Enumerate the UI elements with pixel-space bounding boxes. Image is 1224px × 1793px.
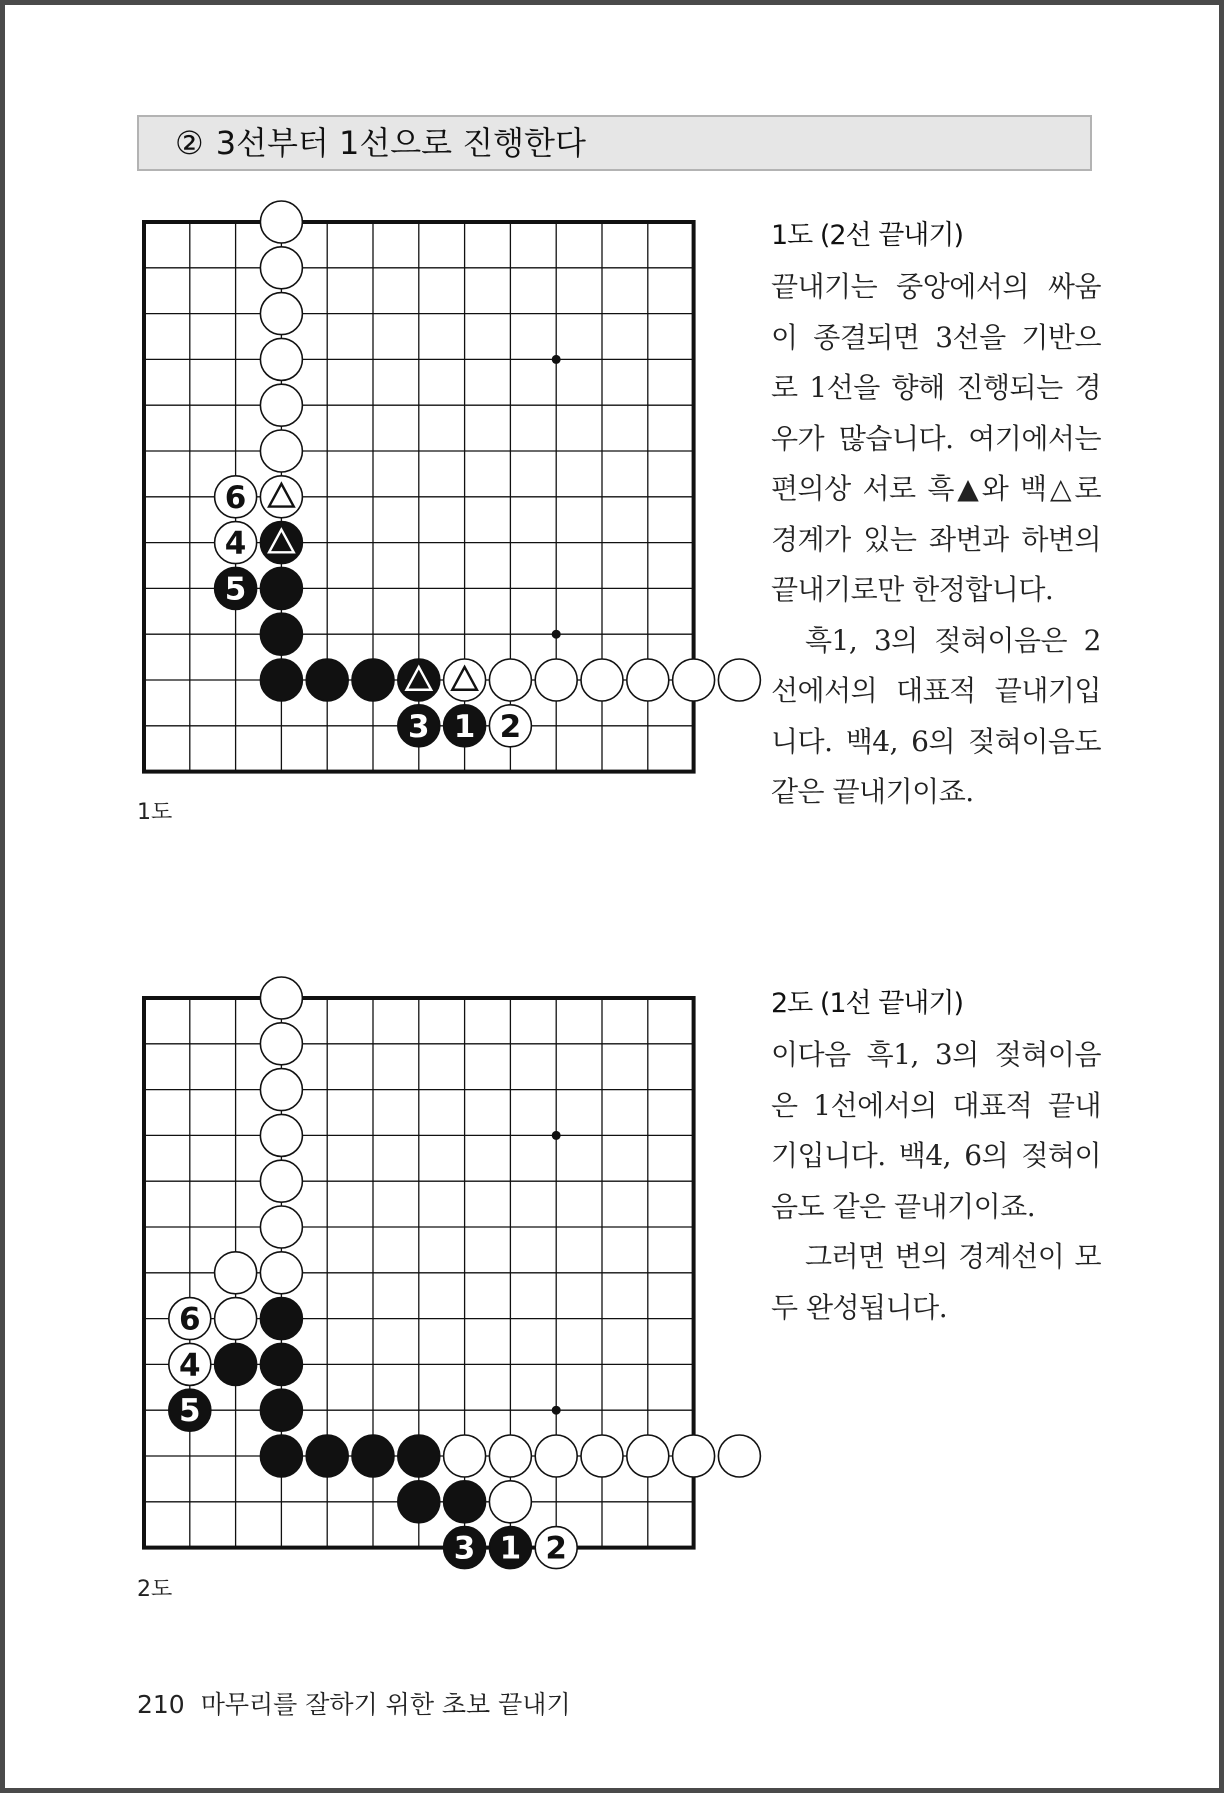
move-number: 5 xyxy=(224,571,247,608)
section-number: ② xyxy=(175,124,204,162)
white-stone xyxy=(718,659,760,701)
section-1-p1-end: 로 경계가 있는 좌변과 하변의 끝내기로만 한정합니다. xyxy=(771,472,1101,606)
white-stone xyxy=(215,1252,257,1294)
black-stone xyxy=(215,1343,257,1385)
section-2-title: 2도 (1선 끝내기) xyxy=(771,988,963,1019)
white-stone xyxy=(489,1435,531,1477)
move-number: 4 xyxy=(224,525,247,562)
white-stone xyxy=(260,384,302,426)
black-stone xyxy=(398,1481,440,1523)
black-stone xyxy=(306,659,348,701)
white-stone xyxy=(444,1435,486,1477)
white-stone xyxy=(215,476,257,518)
white-stone xyxy=(260,1023,302,1065)
move-number: 1 xyxy=(453,708,476,745)
move-number: 3 xyxy=(408,708,430,745)
book-title: 마무리를 잘하기 위한 초보 끝내기 xyxy=(200,1690,571,1719)
white-stone xyxy=(260,1206,302,1248)
book-page xyxy=(5,5,1219,1788)
black-stone xyxy=(260,522,302,564)
go-diagram-2 xyxy=(137,981,697,1567)
black-stone xyxy=(444,705,486,747)
diagram-caption-2: 2도 xyxy=(137,1577,173,1602)
move-number: 6 xyxy=(224,479,247,516)
white-stone xyxy=(489,1481,531,1523)
diagram-caption-1: 1도 xyxy=(137,800,173,825)
page-footer xyxy=(137,1685,571,1721)
section-2-paragraph-2: 그러면 변의 경계선이 모두 완성됩니다. xyxy=(771,1240,1101,1324)
white-stone xyxy=(581,1435,623,1477)
section-1-p1-mid: 와 백 xyxy=(981,472,1047,505)
black-stone xyxy=(306,1435,348,1477)
white-stone xyxy=(260,977,302,1019)
white-stone xyxy=(673,659,715,701)
white-stone xyxy=(169,1298,211,1340)
white-stone xyxy=(260,338,302,380)
white-stone xyxy=(260,1069,302,1111)
white-stone xyxy=(535,659,577,701)
white-stone xyxy=(718,1435,760,1477)
black-stone xyxy=(260,1389,302,1431)
white-triangle-stone-icon: △ xyxy=(1046,472,1075,505)
white-stone xyxy=(169,1343,211,1385)
go-board-2 xyxy=(137,981,697,1567)
black-stone xyxy=(398,659,440,701)
move-number: 1 xyxy=(499,1530,522,1567)
black-stone xyxy=(489,1527,531,1569)
white-stone xyxy=(535,1527,577,1569)
white-stone xyxy=(260,1252,302,1294)
white-stone xyxy=(489,705,531,747)
black-stone xyxy=(260,1343,302,1385)
page-number: 210 xyxy=(137,1690,185,1719)
black-stone xyxy=(398,705,440,747)
black-stone xyxy=(444,1527,486,1569)
section-1-p1-text: 끝내기는 중앙에서의 싸움이 종결되면 3선을 기반으로 1선을 향해 진행되는 경우가 많습니다. 여기에서는 편의상 서로 흑 xyxy=(771,270,1101,505)
white-stone xyxy=(627,659,669,701)
white-stone xyxy=(260,247,302,289)
move-number: 5 xyxy=(179,1393,201,1430)
star-point xyxy=(552,1131,561,1140)
black-stone xyxy=(352,1435,394,1477)
white-stone xyxy=(673,1435,715,1477)
move-number: 3 xyxy=(453,1530,476,1567)
black-stone xyxy=(444,1481,486,1523)
black-stone xyxy=(352,659,394,701)
black-stone xyxy=(398,1435,440,1477)
move-number: 4 xyxy=(179,1347,201,1384)
white-stone xyxy=(260,1114,302,1156)
go-board-1 xyxy=(137,205,697,785)
section-2-text xyxy=(771,981,1101,1333)
black-stone xyxy=(260,567,302,609)
black-stone xyxy=(260,659,302,701)
move-number: 6 xyxy=(179,1301,201,1338)
section-header xyxy=(137,115,1092,171)
black-stone xyxy=(260,1435,302,1477)
black-triangle-stone-icon: ▲ xyxy=(953,472,982,505)
black-stone xyxy=(260,613,302,655)
move-number: 2 xyxy=(545,1530,567,1567)
white-stone xyxy=(215,1298,257,1340)
move-number: 2 xyxy=(499,708,522,745)
white-stone xyxy=(260,293,302,335)
section-1-paragraph-1 xyxy=(771,262,1101,616)
white-stone xyxy=(260,430,302,472)
white-stone xyxy=(627,1435,669,1477)
white-stone xyxy=(581,659,623,701)
section-1-title: 1도 (2선 끝내기) xyxy=(771,220,963,251)
go-diagram-1 xyxy=(137,205,697,785)
section-title: 3선부터 1선으로 진행한다 xyxy=(215,124,586,162)
section-2-paragraph-1: 이다음 흑1, 3의 젖혀이음은 1선에서의 대표적 끝내기입니다. 백4, 6의 젖혀이음도 같은 끝내기이죠. xyxy=(771,1038,1101,1223)
black-stone xyxy=(215,567,257,609)
black-stone xyxy=(260,1298,302,1340)
white-stone xyxy=(260,201,302,243)
star-point xyxy=(552,630,561,639)
white-stone xyxy=(215,522,257,564)
white-stone xyxy=(260,476,302,518)
white-stone xyxy=(535,1435,577,1477)
black-stone xyxy=(169,1389,211,1431)
section-1-text xyxy=(771,213,1101,818)
white-stone xyxy=(489,659,531,701)
section-1-paragraph-2: 흑1, 3의 젖혀이음은 2선에서의 대표적 끝내기입니다. 백4, 6의 젖혀이음도 같은 끝내기이죠. xyxy=(771,623,1101,808)
white-stone xyxy=(444,659,486,701)
star-point xyxy=(552,355,561,364)
white-stone xyxy=(260,1160,302,1202)
star-point xyxy=(552,1406,561,1415)
